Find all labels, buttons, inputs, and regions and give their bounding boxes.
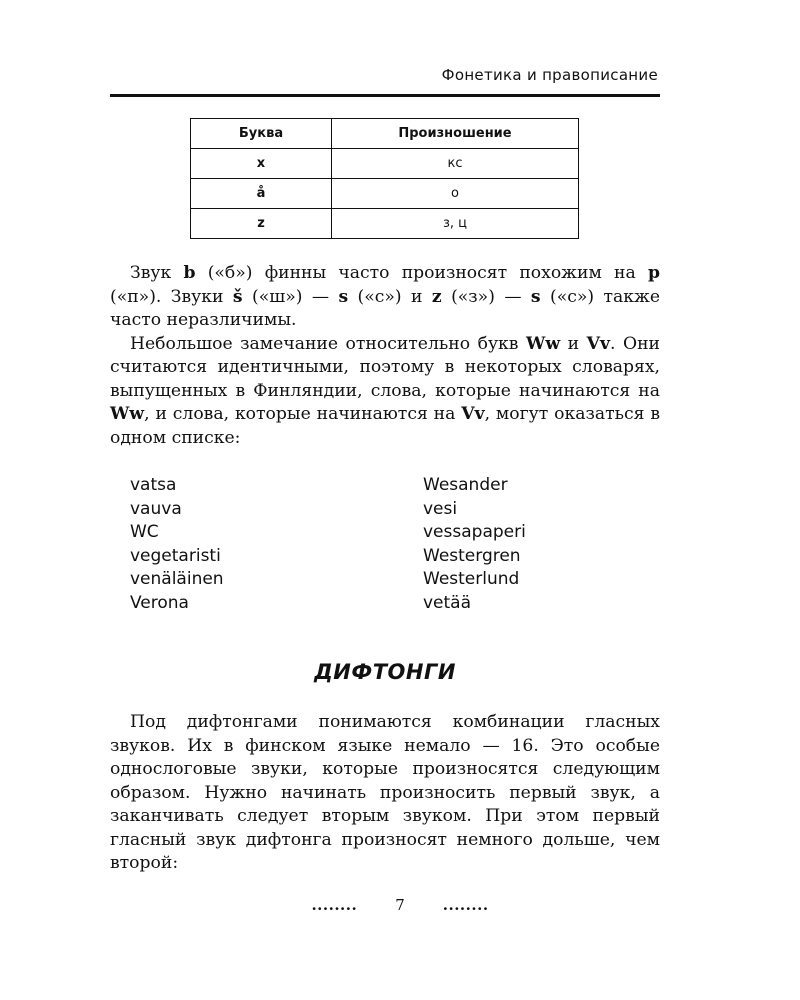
footer-dots-right: ........ bbox=[442, 896, 489, 914]
column-header-pronunciation: Произношение bbox=[332, 119, 579, 149]
table-row bbox=[191, 209, 579, 239]
paragraph-w-v-note: Небольшое замечание относительно букв Ww и Vv. Они считаются идентичными, поэтому в некоторых словарях, выпущенных в Финляндии, слова, которые начинаются на Ww, и слова, которые начинаются на Vv, могут оказаться в одном списке: bbox=[110, 333, 660, 448]
list-item: vatsa Wesander bbox=[130, 475, 508, 495]
word-list bbox=[130, 474, 630, 615]
body-text-bottom bbox=[110, 711, 660, 876]
table-cell-letter: x bbox=[191, 149, 332, 179]
running-head: Фонетика и правописание bbox=[441, 66, 658, 84]
paragraph-diphthongs: Под дифтонгами понимаются комбинации гласных звуков. Их в финском языке немало — 16. Это особые однослоговые звуки, которые произносятся следующим образом. Нужно начинать произносить первый звук, а заканчивать следует вторым звуком. При этом первый гласный звук дифтонга произносят немного дольше, чем второй: bbox=[110, 712, 660, 873]
list-item: Verona vetää bbox=[130, 592, 472, 613]
body-text-top bbox=[110, 262, 660, 450]
page-number: 7 bbox=[395, 896, 405, 914]
column-header-letter: Буква bbox=[191, 119, 332, 149]
list-item: vauva vesi bbox=[130, 498, 458, 519]
table-cell-pronunciation: з, ц bbox=[332, 209, 579, 239]
letter-pronunciation-table bbox=[190, 118, 579, 239]
table-row bbox=[191, 179, 579, 209]
page-header bbox=[110, 64, 660, 97]
table-header-row bbox=[191, 119, 579, 149]
section-title: ДИФТОНГИ bbox=[314, 660, 456, 684]
table-cell-pronunciation: кс bbox=[332, 149, 579, 179]
table-row bbox=[191, 149, 579, 179]
paragraph-b-p-sounds: Звук b («б») финны часто произносят похожим на p («п»). Звуки š («ш») — s («с») и z («з») — s («с») также часто неразличимы. bbox=[110, 263, 660, 330]
page-footer bbox=[0, 896, 800, 914]
footer-dots-left: ........ bbox=[311, 896, 358, 914]
list-item: venäläinen Westerlund bbox=[130, 569, 520, 589]
list-item: vegetaristi Westergren bbox=[130, 545, 521, 566]
table-cell-letter: z bbox=[191, 209, 332, 239]
table-cell-pronunciation: о bbox=[332, 179, 579, 209]
list-item: WC vessapaperi bbox=[130, 522, 526, 542]
table-cell-letter: å bbox=[191, 179, 332, 209]
